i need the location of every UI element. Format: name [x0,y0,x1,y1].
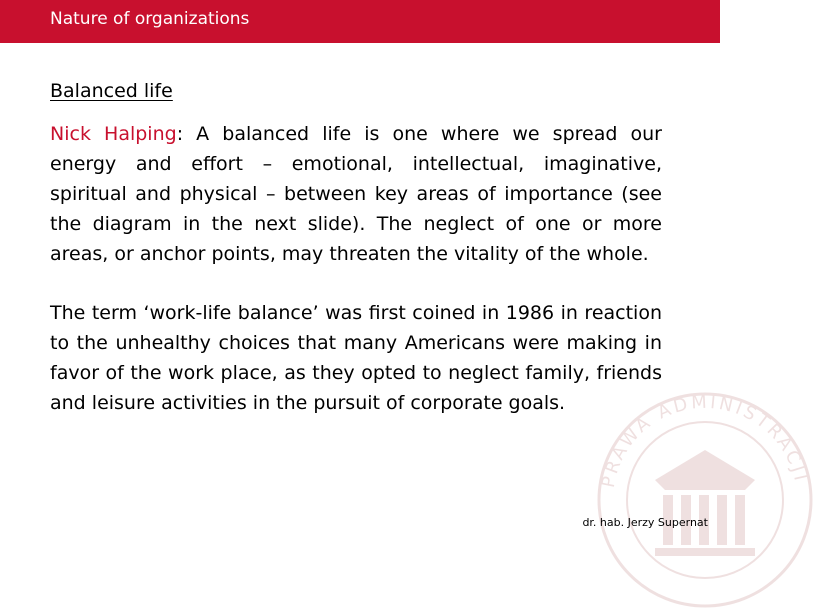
paragraph-work-life-balance: The term ‘work-life balance’ was first coined in 1986 in reaction to the unhealthy choices that many Americans were making in favor of the work place, as they opted to neglect family, friends and leisure activities in the pursuit of corporate goals. [50,302,662,414]
header-bar [0,0,720,43]
author-credit: dr. hab. Jerzy Supernat [582,516,708,529]
paragraph-halping-text: : A balanced life is one where we spread our energy and effort – emotional, intellectual, imaginative, spiritual and physical – between key areas of importance (see the diagram in the next slide). The neglect of one or more areas, or anchor points, may threaten the vitality of the whole. [50,123,662,265]
seal-lettering: PRAWA ADMINISTRACJI [597,391,812,490]
paragraph-halping [50,119,662,269]
speaker-name: Nick Halping [50,123,177,145]
university-seal-icon [595,390,815,610]
slide-header-title: Nature of organizations [50,9,250,29]
section-title: Balanced life [50,80,173,102]
